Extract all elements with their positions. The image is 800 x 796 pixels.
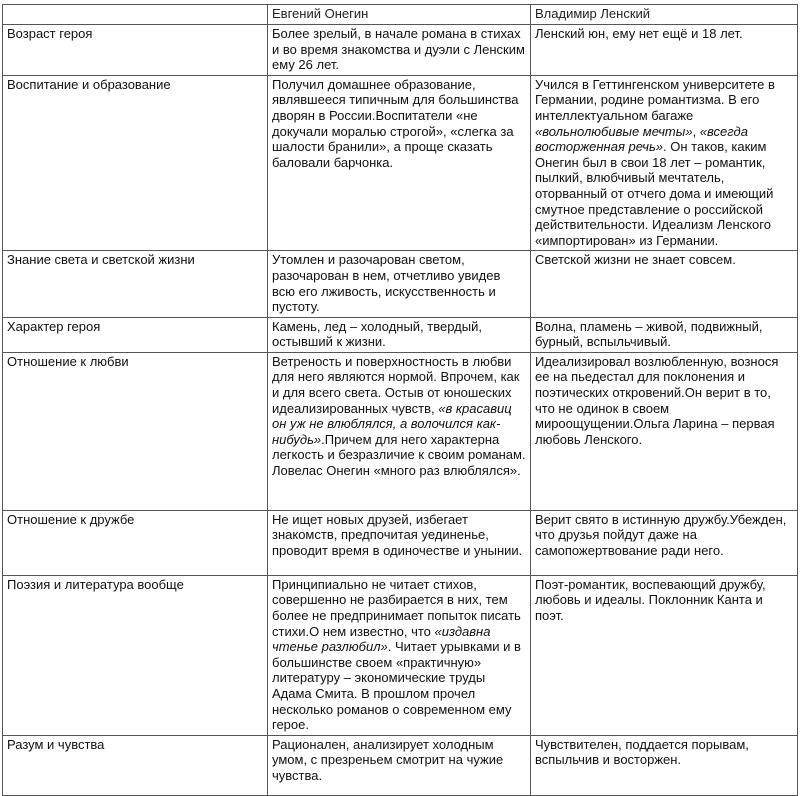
onegin-cell: Более зрелый, в начале романа в стихах и во время знакомства и дуэли с Ленским ему 26 лет. bbox=[268, 25, 531, 76]
onegin-cell: Камень, лед – холодный, твердый, остывший к жизни. bbox=[268, 317, 531, 352]
table-row bbox=[3, 75, 798, 251]
lensky-text: . Он таков, каким Онегин был в свои 18 лет – романтик, пылкий, влюбчивый мечтатель, оторванный от отчего дома и имеющий смутное представление о российской действительности. Идеализм Ленского «импортирован» из Германии. bbox=[535, 139, 774, 248]
row-aspect: Разум и чувства bbox=[3, 735, 268, 795]
quote-italic: «вольнолюбивые мечты» bbox=[535, 123, 693, 139]
quote-italic: «всегда восторженная речь» bbox=[535, 123, 748, 155]
header-lensky: Владимир Ленский bbox=[531, 5, 798, 25]
lensky-cell: Ленский юн, ему нет ещё и 18 лет. bbox=[531, 25, 798, 76]
table-row bbox=[3, 735, 798, 795]
lensky-text: Учился в Геттингенском университете в Германии, родине романтизма. В его интеллектуальном багаже bbox=[535, 76, 775, 123]
row-aspect: Возраст героя bbox=[3, 25, 268, 76]
onegin-cell: Утомлен и разочарован светом, разочарован в нем, отчетливо увидев всю его лживость, искусственность и пустоту. bbox=[268, 251, 531, 317]
table-row bbox=[3, 251, 798, 317]
row-aspect: Характер героя bbox=[3, 317, 268, 352]
row-aspect: Отношение к любви bbox=[3, 352, 268, 510]
table-row bbox=[3, 352, 798, 510]
onegin-text: Принципиально не читает стихов, совершенно не разбирается в них, тем более не предпринимает попыток писать стихи.О нем известно, что bbox=[272, 576, 521, 639]
row-aspect: Знание света и светской жизни bbox=[3, 251, 268, 317]
row-aspect: Поэзия и литература вообще bbox=[3, 575, 268, 735]
table-row bbox=[3, 317, 798, 352]
lensky-cell: Поэт-романтик, воспевающий дружбу, любовь и идеалы. Поклонник Канта и поэт. bbox=[531, 575, 798, 735]
header-aspect bbox=[3, 5, 268, 25]
onegin-text: .Причем для него характерна легкость и безразличие к своим романам. Ловелас Онегин «много раз влюблялся». bbox=[272, 431, 526, 479]
lensky-cell bbox=[531, 75, 798, 251]
quote-italic: «издавна чтенье разлюбил» bbox=[272, 623, 491, 655]
onegin-text: Ветреность и поверхностность в любви для него являются нормой. Впрочем, как и для всего света. Остыв от юношеских идеализированных чувств, bbox=[272, 353, 520, 416]
lensky-cell: Верит свято в истинную дружбу.Убежден, что друзья пойдут даже на самопожертвование ради него. bbox=[531, 510, 798, 575]
lensky-cell: Светской жизни не знает совсем. bbox=[531, 251, 798, 317]
comparison-table bbox=[2, 4, 798, 796]
lensky-cell: Чувствителен, поддается порывам, вспыльчив и восторжен. bbox=[531, 735, 798, 795]
table-header-row bbox=[3, 5, 798, 25]
onegin-cell bbox=[268, 352, 531, 510]
table-row bbox=[3, 25, 798, 76]
quote-italic: «в красавиц он уж не влюблялся, а волочился как-нибудь» bbox=[272, 400, 512, 447]
lensky-cell: Волна, пламень – живой, подвижный, бурный, вспыльчивый. bbox=[531, 317, 798, 352]
onegin-cell: Рационален, анализирует холодным умом, с презреньем смотрит на чужие чувства. bbox=[268, 735, 531, 795]
row-aspect: Воспитание и образование bbox=[3, 75, 268, 251]
lensky-cell: Идеализировал возлюбленную, вознося ее на пьедестал для поклонения и поэтических откровений.Он верит в то, что не одинок в своем мироощущении.Ольга Ларина – первая любовь Ленского. bbox=[531, 352, 798, 510]
onegin-text: . Читает урывками и в большинстве своем «практичную» литературу – экономические труды Адама Смита. В прошлом прочел несколько романов о современном ему герое. bbox=[272, 639, 521, 733]
onegin-cell bbox=[268, 575, 531, 735]
table-row bbox=[3, 510, 798, 575]
onegin-cell: Не ищет новых друзей, избегает знакомств, предпочитая уединенье, проводит время в одиночестве и унынии. bbox=[268, 510, 531, 575]
header-onegin: Евгений Онегин bbox=[268, 5, 531, 25]
row-aspect: Отношение к дружбе bbox=[3, 510, 268, 575]
lensky-text: , bbox=[692, 123, 700, 139]
table-row bbox=[3, 575, 798, 735]
onegin-cell: Получил домашнее образование, являвшееся типичным для большинства дворян в России.Воспитатели «не докучали моралью строгой», «слегка за шалости бранили», а проще сказать баловали барчонка. bbox=[268, 75, 531, 251]
